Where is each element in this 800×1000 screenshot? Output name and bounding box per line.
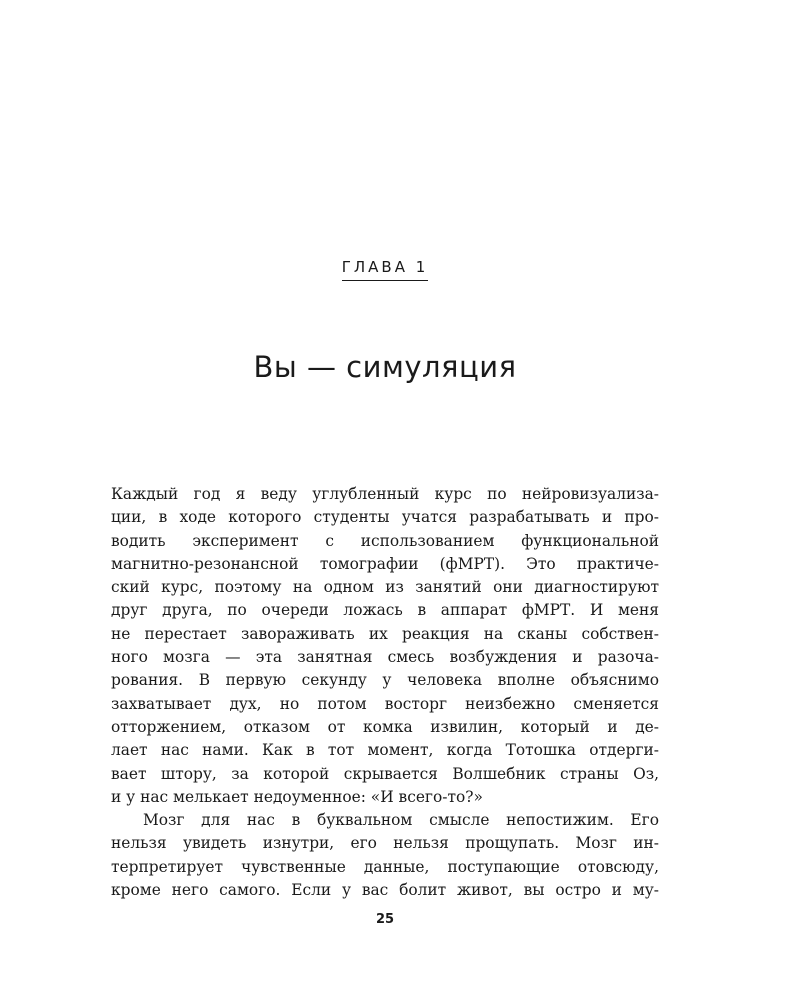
text-line: терпретирует чувственные данные, поступающие отовсюду, <box>111 857 659 876</box>
chapter-label <box>0 258 770 281</box>
text-line: не перестает завораживать их реакция на сканы собствен- <box>111 624 659 643</box>
text-line: захватывает дух, но потом восторг неизбежно сменяется <box>111 694 659 713</box>
text-line: магнитно-резонансной томографии (фМРТ). Это практиче- <box>111 554 659 573</box>
text-line: вает штору, за которой скрывается Волшебник страны Оз, <box>111 764 659 783</box>
chapter-title: Вы — симуляция <box>253 350 517 384</box>
text-line: друг друга, по очереди ложась в аппарат фМРТ. И меня <box>111 601 659 620</box>
text-line: водить эксперимент с использованием функциональной <box>111 531 659 550</box>
text-line: нельзя увидеть изнутри, его нельзя прощупать. Мозг ин- <box>111 834 659 853</box>
text-line: кроме него самого. Если у вас болит живот, вы остро и му- <box>111 881 659 900</box>
text-line: ного мозга — эта занятная смесь возбуждения и разоча- <box>111 648 659 667</box>
text-line: ский курс, поэтому на одном из занятий они диагностируют <box>111 578 659 597</box>
page-number: 25 <box>375 912 395 927</box>
text-line: Каждый год я веду углубленный курс по нейровизуализа- <box>111 485 659 503</box>
text-line: и у нас мелькает недоуменное: «И всего-то?» <box>111 787 483 806</box>
text-line: Мозг для нас в буквальном смысле непостижим. Его <box>143 811 659 830</box>
text-line: ции, в ходе которого студенты учатся разрабатывать и про- <box>111 508 659 527</box>
text-line: лает нас нами. Как в тот момент, когда Тотошка отдерги- <box>111 741 659 760</box>
text-line: рования. В первую секунду у человека вполне объяснимо <box>111 671 659 690</box>
text-line: отторжением, отказом от комка извилин, который и де- <box>111 717 659 736</box>
body-text <box>111 483 659 902</box>
chapter-label-text: ГЛАВА 1 <box>342 258 429 281</box>
